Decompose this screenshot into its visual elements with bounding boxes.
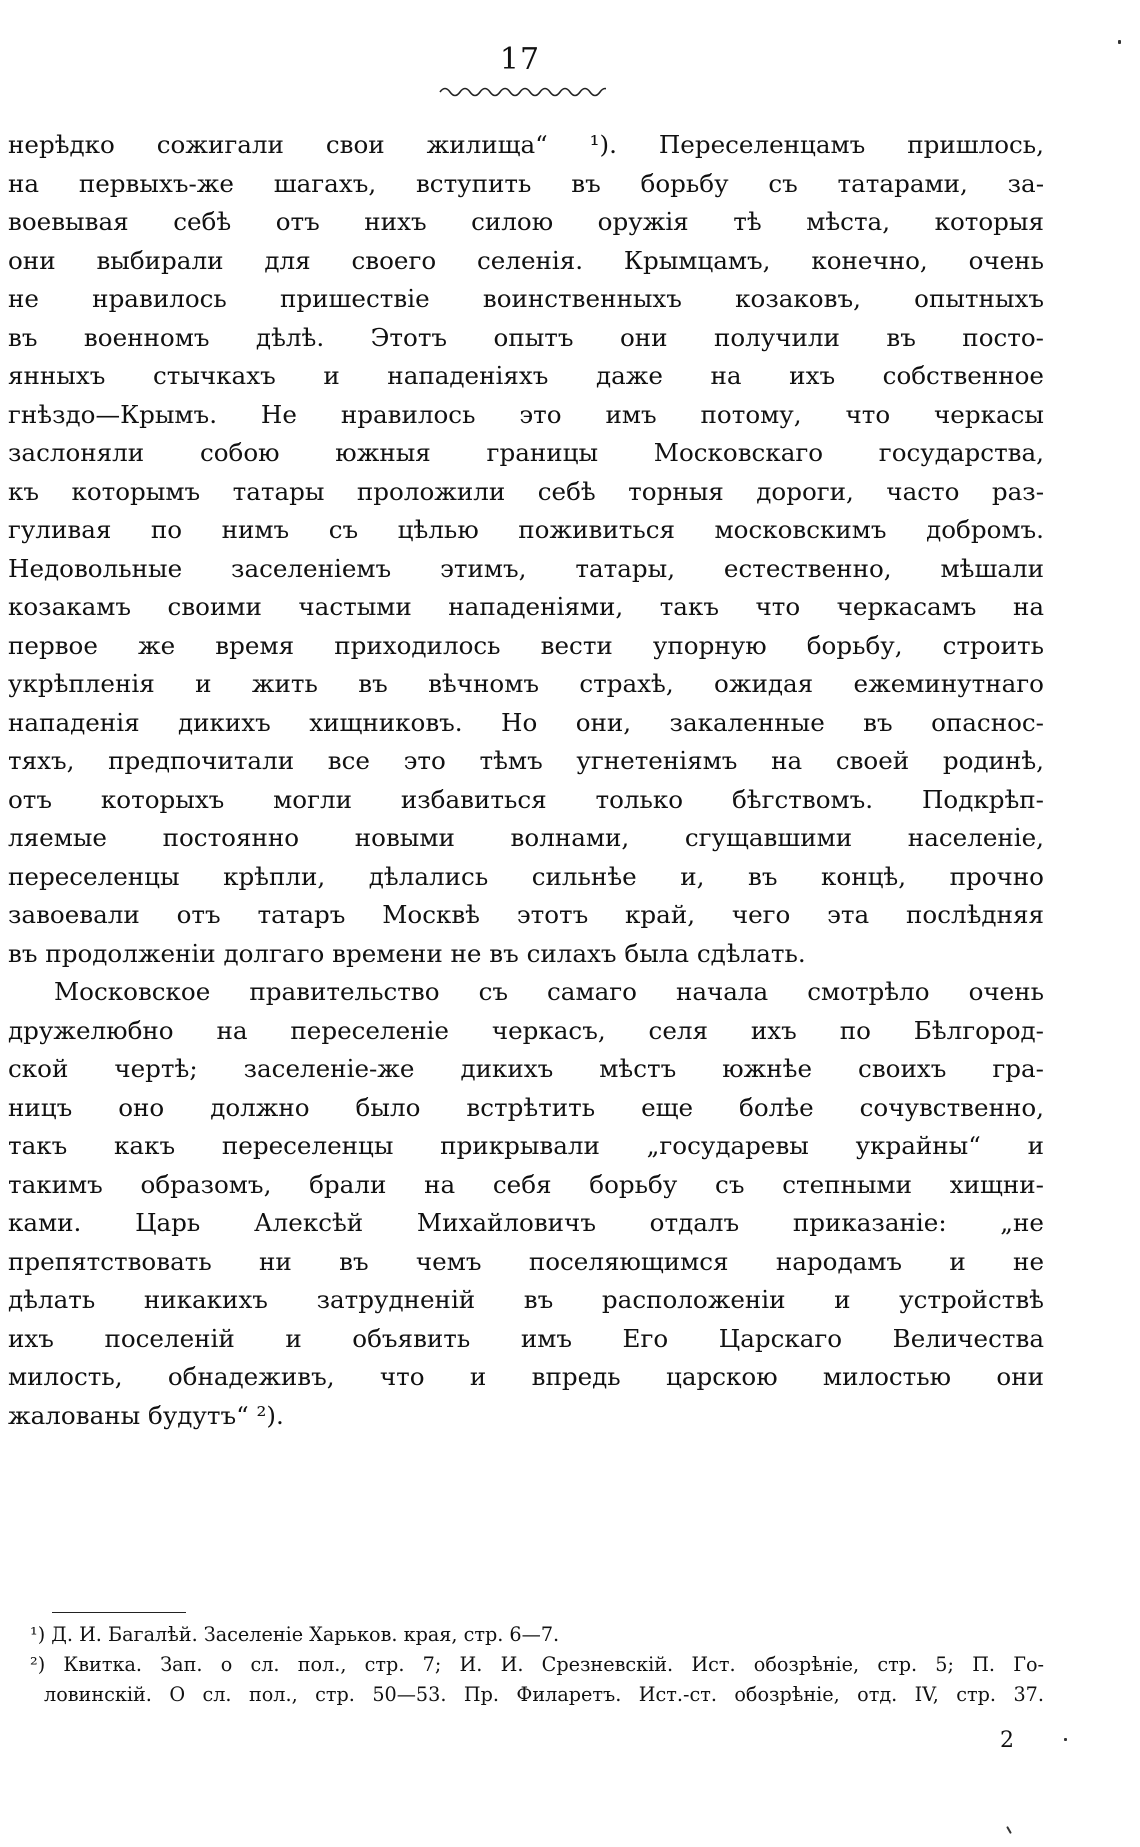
text-line: переселенцы крѣпли, дѣлались сильнѣе и, въ концѣ, прочно [8,861,1044,891]
text-line: гуливая по нимъ съ цѣлью поживиться московскимъ добромъ. [8,515,1044,544]
footnote-continuation: ловинскій. О сл. пол., стр. 50—53. Пр. Филаретъ. Ист.-ст. обозрѣніе, отд. IV, стр. 37. [44,1683,1044,1706]
text-line: заслоняли собою южныя границы Московскаго государства, [8,438,1044,467]
text-line: препятствовать ни въ чемъ поселяющимся народамъ и не [8,1246,1044,1276]
text-line: не нравилось пришествіе воинственныхъ козаковъ, опытныхъ [8,284,1044,313]
text-line: милость, обнадеживъ, что и впредь царскою милостью они [8,1362,1044,1391]
text-line: на первыхъ-же шагахъ, вступить въ борьбу съ татарами, за- [8,168,1044,198]
text-line: такъ какъ переселенцы прикрывали „государевы украйны“ и [8,1131,1044,1160]
footnote: ²) Квитка. Зап. о сл. пол., стр. 7; И. И. Срезневскій. Ист. обозрѣніе, стр. 5; П. Го- [30,1653,1044,1676]
text-line: отъ которыхъ могли избавиться только бѣгствомъ. Подкрѣп- [8,784,1044,814]
text-line: Московское правительство съ самаго начала смотрѣло очень [54,977,1044,1006]
page-number: 17 [499,42,541,77]
text-line: они выбирали для своего селенія. Крымцамъ, конечно, очень [8,245,1044,275]
text-line: такимъ образомъ, брали на себя борьбу съ степными хищни- [8,1169,1044,1199]
text-line: дѣлать никакихъ затрудненій въ расположеніи и устройствѣ [8,1285,1044,1314]
text-line: ницъ оно должно было встрѣтить еще болѣе сочувственно, [8,1092,1044,1122]
text-line: первое же время приходилось вести упорную борьбу, строить [8,630,1044,660]
text-line: гнѣздо—Крымъ. Не нравилось это имъ потому, что черкасы [8,399,1044,429]
footnote-divider [52,1612,186,1613]
speck [1118,40,1121,44]
text-line: завоевали отъ татаръ Москвѣ этотъ край, чего эта послѣдняя [8,900,1044,929]
text-line: козакамъ своими частыми нападеніями, такъ что черкасамъ на [8,592,1044,621]
speck [1006,1826,1012,1834]
text-line: ляемые постоянно новыми волнами, сгущавшими населеніе, [8,823,1044,852]
text-line: нерѣдко сожигали свои жилища“ ¹). Переселенцамъ пришлось, [8,130,1044,159]
text-line: Недовольные заселеніемъ этимъ, татары, естественно, мѣшали [8,553,1044,583]
text-line: въ военномъ дѣлѣ. Этотъ опытъ они получили въ посто- [8,322,1044,352]
footnote: ¹) Д. И. Багалѣй. Заселеніе Харьков. края, стр. 6—7. [30,1623,560,1646]
text-line: ихъ поселеній и объявить имъ Его Царскаго Величества [8,1323,1044,1353]
text-line: тяхъ, предпочитали все это тѣмъ угнетеніямъ на своей родинѣ, [8,746,1044,775]
text-line: къ которымъ татары проложили себѣ торныя дороги, часто раз- [8,476,1044,506]
text-line: укрѣпленія и жить въ вѣчномъ страхѣ, ожидая ежеминутнаго [8,669,1044,698]
text-line: воевывая себѣ отъ нихъ силою оружія тѣ мѣста, которыя [8,207,1044,236]
text-line: ской чертѣ; заселеніе-же дикихъ мѣстъ южнѣе своихъ гра- [8,1054,1044,1083]
text-line: нападенія дикихъ хищниковъ. Но они, закаленные въ опаснос- [8,707,1044,737]
speck [1064,1738,1067,1741]
signature-mark: 2 [1000,1728,1014,1753]
text-line: въ продолженіи долгаго времени не въ силахъ была сдѣлать. [8,938,806,968]
footnotes [30,1620,1044,1710]
main-text [8,126,1044,1435]
text-line: дружелюбно на переселеніе черкасъ, селя ихъ по Бѣлгород- [8,1015,1044,1045]
text-line: янныхъ стычкахъ и нападеніяхъ даже на ихъ собственное [8,361,1044,390]
wavy-ornament-icon [438,84,606,98]
text-line: ками. Царь Алексѣй Михайловичъ отдалъ приказаніе: „не [8,1208,1044,1237]
text-line: жалованы будутъ“ ²). [8,1400,284,1430]
